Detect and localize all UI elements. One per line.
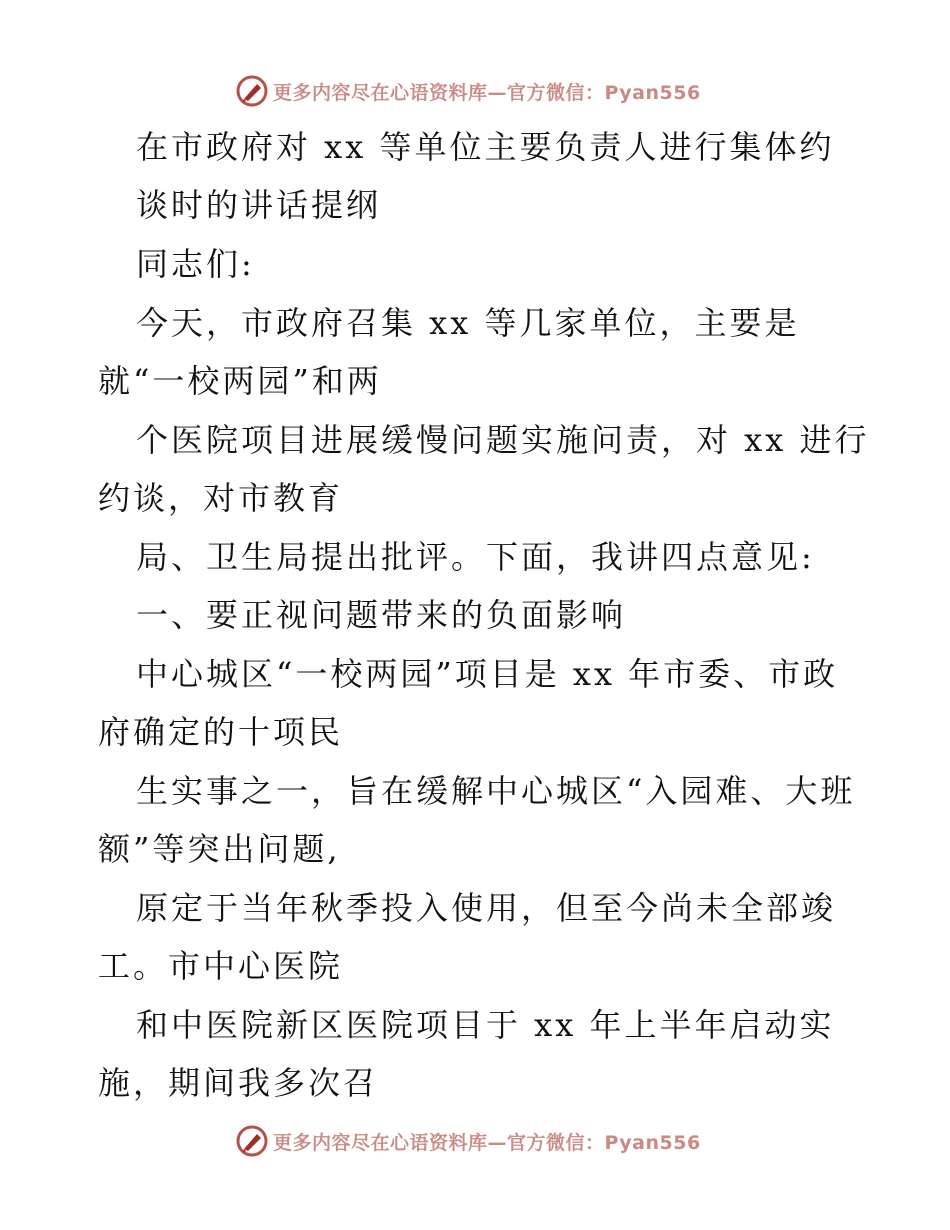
- watermark-header: [235, 74, 701, 108]
- salutation: 同志们:: [136, 245, 255, 283]
- watermark-text: 更多内容尽在心语资料库—官方微信：Pyan556: [273, 81, 701, 104]
- body-line: 今天，市政府召集 xx 等几家单位，主要是: [136, 304, 800, 342]
- body-line: 局、卫生局提出批评。下面，我讲四点意见:: [136, 538, 815, 576]
- body-line: 和中医院新区医院项目于 xx 年上半年启动实: [136, 1006, 835, 1044]
- body-line: 工。市中心医院: [98, 947, 344, 985]
- body-line: 施，期间我多次召: [98, 1064, 379, 1102]
- pen-logo-icon: [235, 74, 269, 108]
- body-line: 原定于当年秋季投入使用，但至今尚未全部竣: [136, 889, 837, 927]
- title-line-2: 谈时的讲话提纲: [136, 186, 382, 224]
- watermark-footer: [235, 1124, 701, 1158]
- body-line: 生实事之一，旨在缓解中心城区“入园难、大班: [136, 772, 856, 810]
- pen-logo-icon: [235, 1124, 269, 1158]
- body-line: 个医院项目进展缓慢问题实施问责，对 xx 进行: [136, 421, 870, 459]
- body-line: 中心城区“一校两园”项目是 xx 年市委、市政: [136, 655, 839, 693]
- body-line: 就“一校两园”和两: [98, 362, 382, 400]
- body-line: 额”等突出问题,: [98, 830, 341, 868]
- body-line: 府确定的十项民: [98, 713, 344, 751]
- section-heading: 一、要正视问题带来的负面影响: [136, 596, 627, 634]
- watermark-text: 更多内容尽在心语资料库—官方微信：Pyan556: [273, 1131, 701, 1154]
- title-line-1: 在市政府对 xx 等单位主要负责人进行集体约: [136, 128, 835, 166]
- body-line: 约谈，对市教育: [98, 479, 344, 517]
